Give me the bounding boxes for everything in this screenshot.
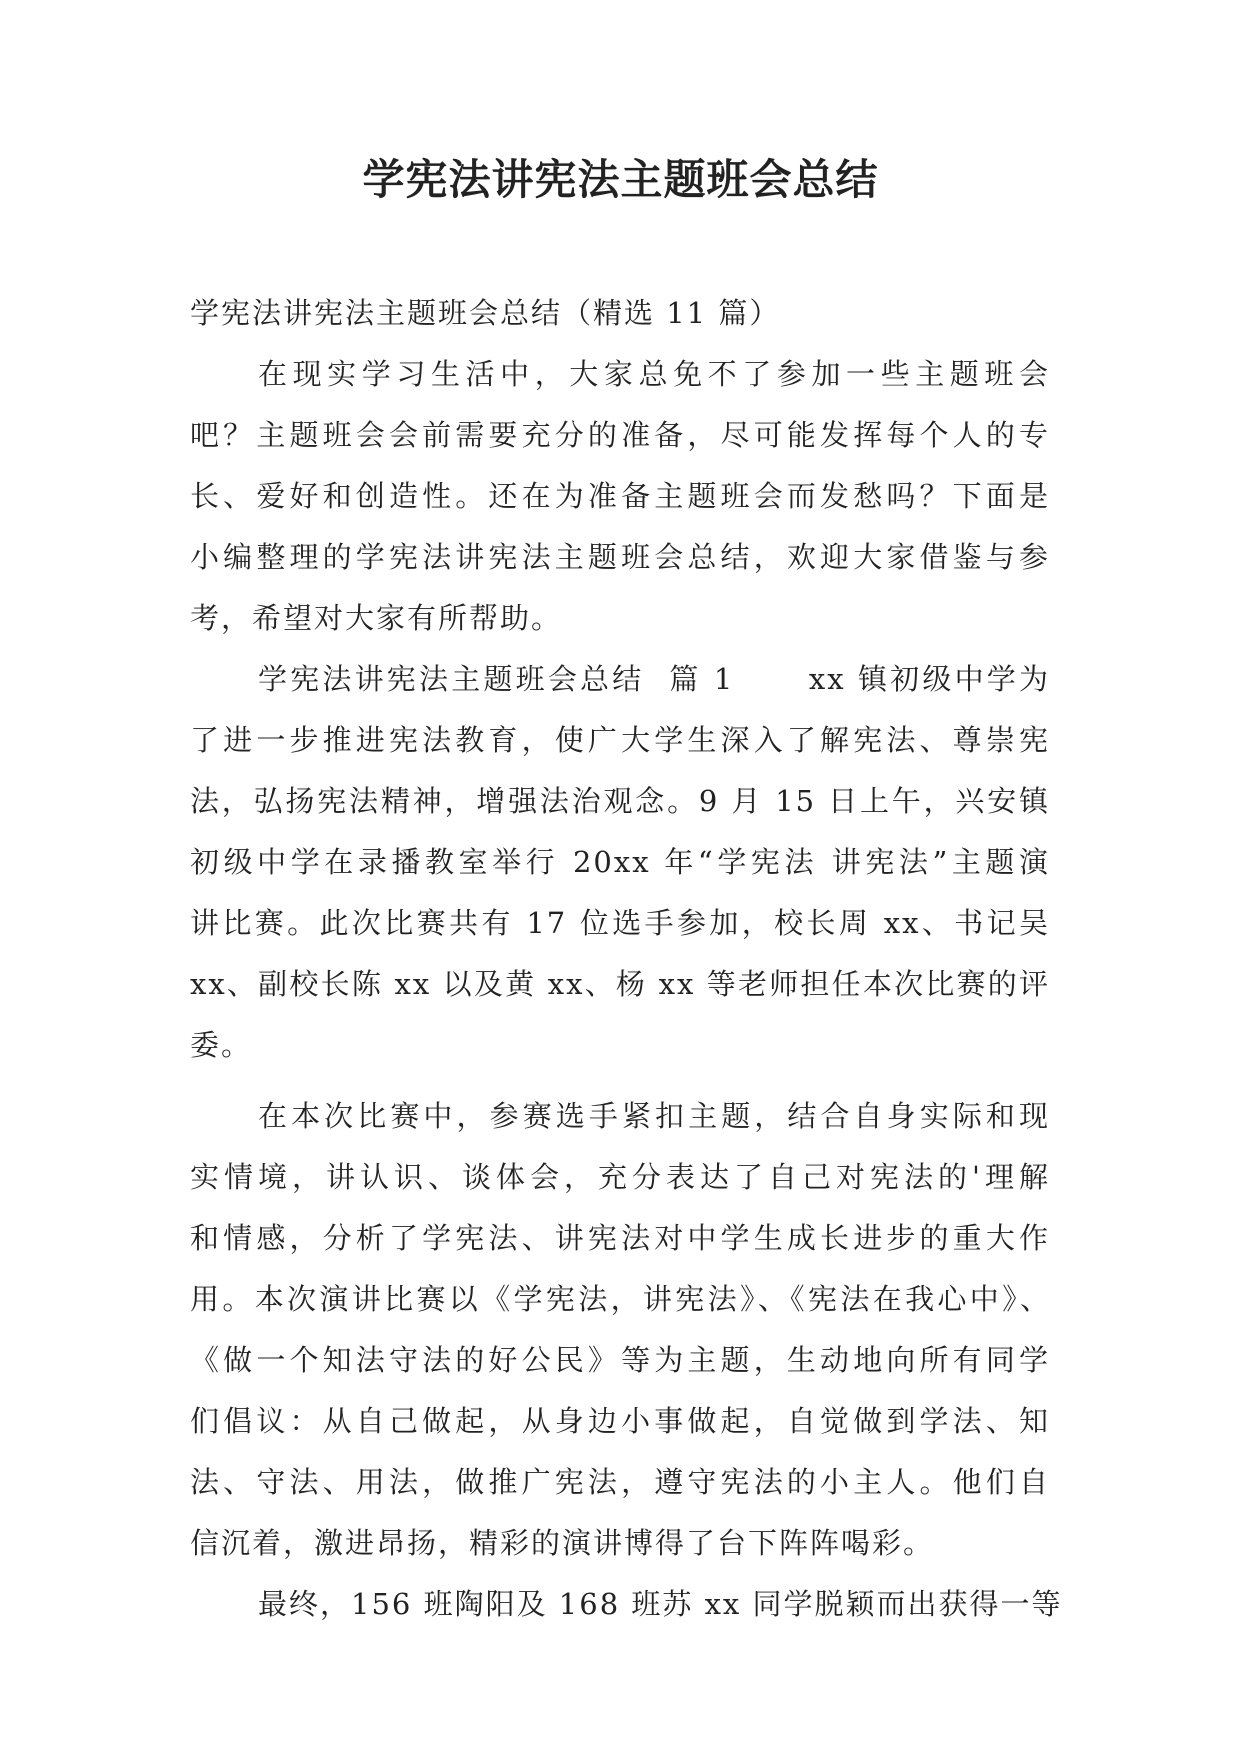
paragraph-line: 初级中学在录播教室举行 20xx 年“学宪法 讲宪法”主题演 <box>190 845 1050 879</box>
paragraph-line: 法、守法、用法，做推广宪法，遵守宪法的小主人。他们自 <box>190 1465 1050 1499</box>
paragraph-line: 了进一步推进宪法教育，使广大学生深入了解宪法、尊崇宪 <box>190 723 1050 757</box>
paragraph-line: 讲比赛。此次比赛共有 17 位选手参加，校长周 xx、书记吴 <box>190 906 1050 940</box>
paragraph-line: 用。本次演讲比赛以《学宪法，讲宪法》、《宪法在我心中》、 <box>190 1282 1050 1316</box>
paragraph-line: 信沉着，激进昂扬，精彩的演讲博得了台下阵阵喝彩。 <box>190 1526 935 1560</box>
paragraph-line: 在本次比赛中，参赛选手紧扣主题，结合自身实际和现 <box>258 1099 1050 1133</box>
paragraph-line: 考，希望对大家有所帮助。 <box>190 601 563 635</box>
document-body <box>190 283 1063 1635</box>
paragraph-line: 和情感，分析了学宪法、讲宪法对中学生成长进步的重大作 <box>190 1221 1050 1255</box>
paragraph-line: 最终，156 班陶阳及 168 班苏 xx 同学脱颖而出获得一等 <box>258 1587 1063 1621</box>
paragraph-line: xx、副校长陈 xx 以及黄 xx、杨 xx 等老师担任本次比赛的评 <box>190 967 1050 1001</box>
subtitle-line: 学宪法讲宪法主题班会总结（精选 11 篇） <box>190 296 781 330</box>
paragraph-line: 吧？主题班会会前需要充分的准备，尽可能发挥每个人的专 <box>190 418 1050 452</box>
paragraph-line: 小编整理的学宪法讲宪法主题班会总结，欢迎大家借鉴与参 <box>190 540 1050 574</box>
paragraph-line: 长、爱好和创造性。还在为准备主题班会而发愁吗？下面是 <box>190 479 1050 513</box>
paragraph-line: 委。 <box>190 1028 253 1062</box>
paragraph-gap <box>190 1076 1050 1086</box>
paragraph-line: 实情境，讲认识、谈体会，充分表达了自己对宪法的'理解 <box>190 1160 1050 1194</box>
paragraph-line: 《做一个知法守法的好公民》等为主题，生动地向所有同学 <box>190 1343 1050 1377</box>
document-title: 学宪法讲宪法主题班会总结 <box>362 155 879 204</box>
paragraph-line: 们倡议：从自己做起，从身边小事做起，自觉做到学法、知 <box>190 1404 1050 1438</box>
paragraph-line: 法，弘扬宪法精神，增强法治观念。9 月 15 日上午，兴安镇 <box>190 784 1050 818</box>
paragraph-line: 在现实学习生活中，大家总免不了参加一些主题班会 <box>258 357 1050 391</box>
paragraph-line: 学宪法讲宪法主题班会总结 篇 1 xx 镇初级中学为 <box>258 662 1050 696</box>
